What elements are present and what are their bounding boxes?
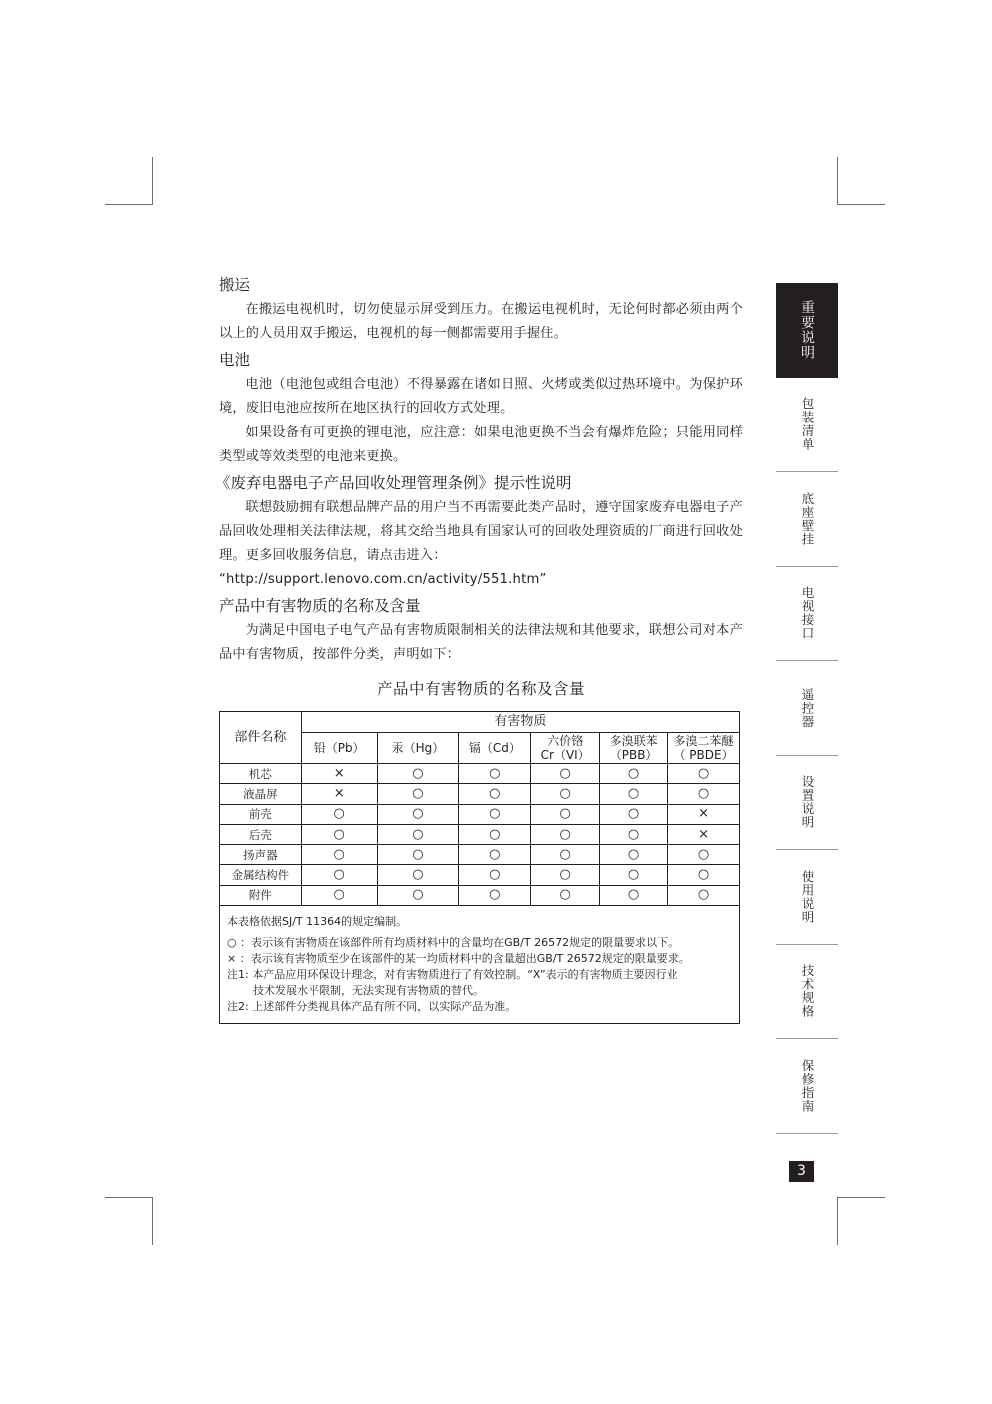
table-row [220,804,740,824]
substance-header-line: 汞（Hg） [391,741,445,755]
substance-mark: × [668,824,740,844]
substance-mark: ○ [377,784,459,804]
crop-mark [837,1197,885,1198]
chapter-tab-label: 包装清单 [800,397,815,452]
paragraph: 联想鼓励拥有联想品牌产品的用户当不再需要此类产品时，遵守国家废弃电器电子产品回收处理相关法律法规，将其交给当地具有国家认可的回收处理资质的厂商进行回收处理。更多回收服务信息，请点击进入： [219,500,743,563]
chapter-tab[interactable] [776,378,838,473]
substance-mark: ○ [459,845,531,865]
section-battery [219,350,743,469]
note-2: 注2: 上述部件分类视具体产品有所不同，以实际产品为准。 [227,1000,517,1014]
note-circle: ○ ：表示该有害物质在该部件所有均质材料中的含量均在GB/T 26572规定的限量要求以下。 [227,936,680,950]
substance-header-line: （PBB） [609,748,658,762]
substance-mark: ○ [668,764,740,784]
substance-mark: × [668,804,740,824]
substance-mark: ○ [600,824,668,844]
main-content [215,275,743,1024]
substance-mark: ○ [600,845,668,865]
substance-mark: ○ [668,845,740,865]
substance-mark: ○ [301,804,377,824]
part-header: 部件名称 [220,712,302,764]
table-row [220,764,740,784]
chapter-tab[interactable] [776,567,838,662]
chapter-tab[interactable] [776,850,838,945]
paragraph: 在搬运电视机时，切勿使显示屏受到压力。在搬运电视机时，无论何时都必须由两个以上的人员用双手搬运，电视机的每一侧都需要用手握住。 [219,302,743,341]
crop-mark [152,157,153,205]
substance-mark: ○ [459,824,531,844]
table-body [220,764,740,906]
substance-mark: ○ [459,885,531,905]
part-name: 金属结构件 [220,865,302,885]
substance-mark: ○ [668,784,740,804]
chapter-tab[interactable] [776,472,838,567]
substance-header-line: 镉（Cd） [468,741,521,755]
chapter-tab-label: 保修指南 [800,1058,815,1113]
substance-mark: ○ [459,784,531,804]
table-row [220,885,740,905]
substance-mark: ○ [459,865,531,885]
substance-mark: ○ [531,865,600,885]
substance-column-header [600,733,668,764]
substance-mark: ○ [377,885,459,905]
crop-mark [152,1197,153,1245]
chapter-tab-label: 使用说明 [800,869,815,924]
paragraph: 为满足中国电子电气产品有害物质限制相关的法律法规和其他要求，联想公司对本产品中有害物质，按部件分类，声明如下： [219,623,743,662]
substance-header-line: Cr（VI） [540,748,590,762]
substance-mark: ○ [377,845,459,865]
table-row [220,824,740,844]
chapter-tab-label: 重要说明 [799,299,815,360]
note-1-cont: 技术发展水平限制，无法实现有害物质的替代。 [253,984,484,998]
substance-header-line: 铅（Pb） [313,741,365,755]
substance-header-line: 六价铬 [547,734,584,748]
section-recycling [215,473,743,592]
substance-mark: ○ [377,824,459,844]
substance-mark: ○ [600,885,668,905]
hazardous-substance-table [219,711,740,906]
substance-mark: ○ [600,764,668,784]
substance-column-header [459,733,531,764]
substance-mark: ○ [531,804,600,824]
substance-mark: ○ [301,865,377,885]
substance-column-header [531,733,600,764]
chapter-tab-label: 电视接口 [800,586,815,641]
section-heading: 搬运 [219,276,251,294]
substance-mark: × [301,784,377,804]
section-heading: 产品中有害物质的名称及含量 [219,597,421,615]
substance-header-line: 多溴联苯 [609,734,658,748]
substance-mark: ○ [531,845,600,865]
substance-mark: ○ [377,764,459,784]
substance-mark: ○ [668,865,740,885]
substance-mark: ○ [531,764,600,784]
section-heading: 《废弃电器电子产品回收处理管理条例》提示性说明 [215,474,572,492]
substance-mark: ○ [531,885,600,905]
table-title: 产品中有害物质的名称及含量 [376,680,585,698]
substance-mark: ○ [459,764,531,784]
crop-mark [837,157,838,205]
section-transport [219,275,743,346]
chapter-tab-label: 底座壁挂 [800,491,815,546]
substance-mark: ○ [301,885,377,905]
recycling-url[interactable]: “http://support.lenovo.com.cn/activity/551.htm” [219,572,547,587]
note-cross: × ：表示该有害物质至少在该部件的某一均质材料中的含量超出GB/T 26572规定的限量要求。 [227,952,690,966]
substance-mark: ○ [459,804,531,824]
substance-mark: × [301,764,377,784]
part-name: 机芯 [220,764,302,784]
substance-header-line: （ PBDE） [673,748,734,762]
part-name: 后壳 [220,824,302,844]
crop-mark [105,204,153,205]
table-row [220,865,740,885]
substance-mark: ○ [600,804,668,824]
substance-mark: ○ [301,824,377,844]
chapter-tab-label: 设置说明 [800,775,815,830]
page-number: 3 [789,1161,814,1182]
section-hazardous [219,596,743,667]
crop-mark [105,1197,153,1198]
table-row [220,845,740,865]
chapter-tab[interactable] [776,1039,838,1134]
chapter-tab[interactable] [776,283,838,378]
substance-column-header [301,733,377,764]
part-name: 扬声器 [220,845,302,865]
group-header: 有害物质 [301,712,739,733]
substance-mark: ○ [377,865,459,885]
chapter-tab[interactable] [776,661,838,756]
substance-mark: ○ [600,784,668,804]
substance-mark: ○ [377,804,459,824]
crop-mark [837,204,885,205]
chapter-tab-label: 技术规格 [800,964,815,1019]
paragraph: 电池（电池包或组合电池）不得暴露在诸如日照、火烤或类似过热环境中。为保护环境，废旧电池应按所在地区执行的回收方式处理。 [219,377,743,416]
substance-mark: ○ [531,824,600,844]
paragraph: 如果设备有可更换的锂电池，应注意：如果电池更换不当会有爆炸危险；只能用同样类型或等效类型的电池来更换。 [219,425,743,464]
substance-column-header [377,733,459,764]
note-1: 注1: 本产品应用环保设计理念，对有害物质进行了有效控制。“X”表示的有害物质主要因行业 [227,968,678,982]
section-heading: 电池 [219,351,251,369]
substance-column-header [668,733,740,764]
note-basis: 本表格依据SJ/T 11364的规定编制。 [227,915,408,929]
part-name: 液晶屏 [220,784,302,804]
substance-mark: ○ [600,865,668,885]
table-row [220,784,740,804]
substance-mark: ○ [301,845,377,865]
chapter-tab-label: 遥控器 [800,687,815,728]
chapter-tab[interactable] [776,945,838,1040]
table-notes [219,906,740,1024]
part-name: 前壳 [220,804,302,824]
chapter-tabs [776,283,838,1134]
substance-mark: ○ [531,784,600,804]
part-name: 附件 [220,885,302,905]
chapter-tab[interactable] [776,756,838,851]
crop-mark [837,1197,838,1245]
substance-mark: ○ [668,885,740,905]
substance-header-line: 多溴二苯醚 [673,734,734,748]
